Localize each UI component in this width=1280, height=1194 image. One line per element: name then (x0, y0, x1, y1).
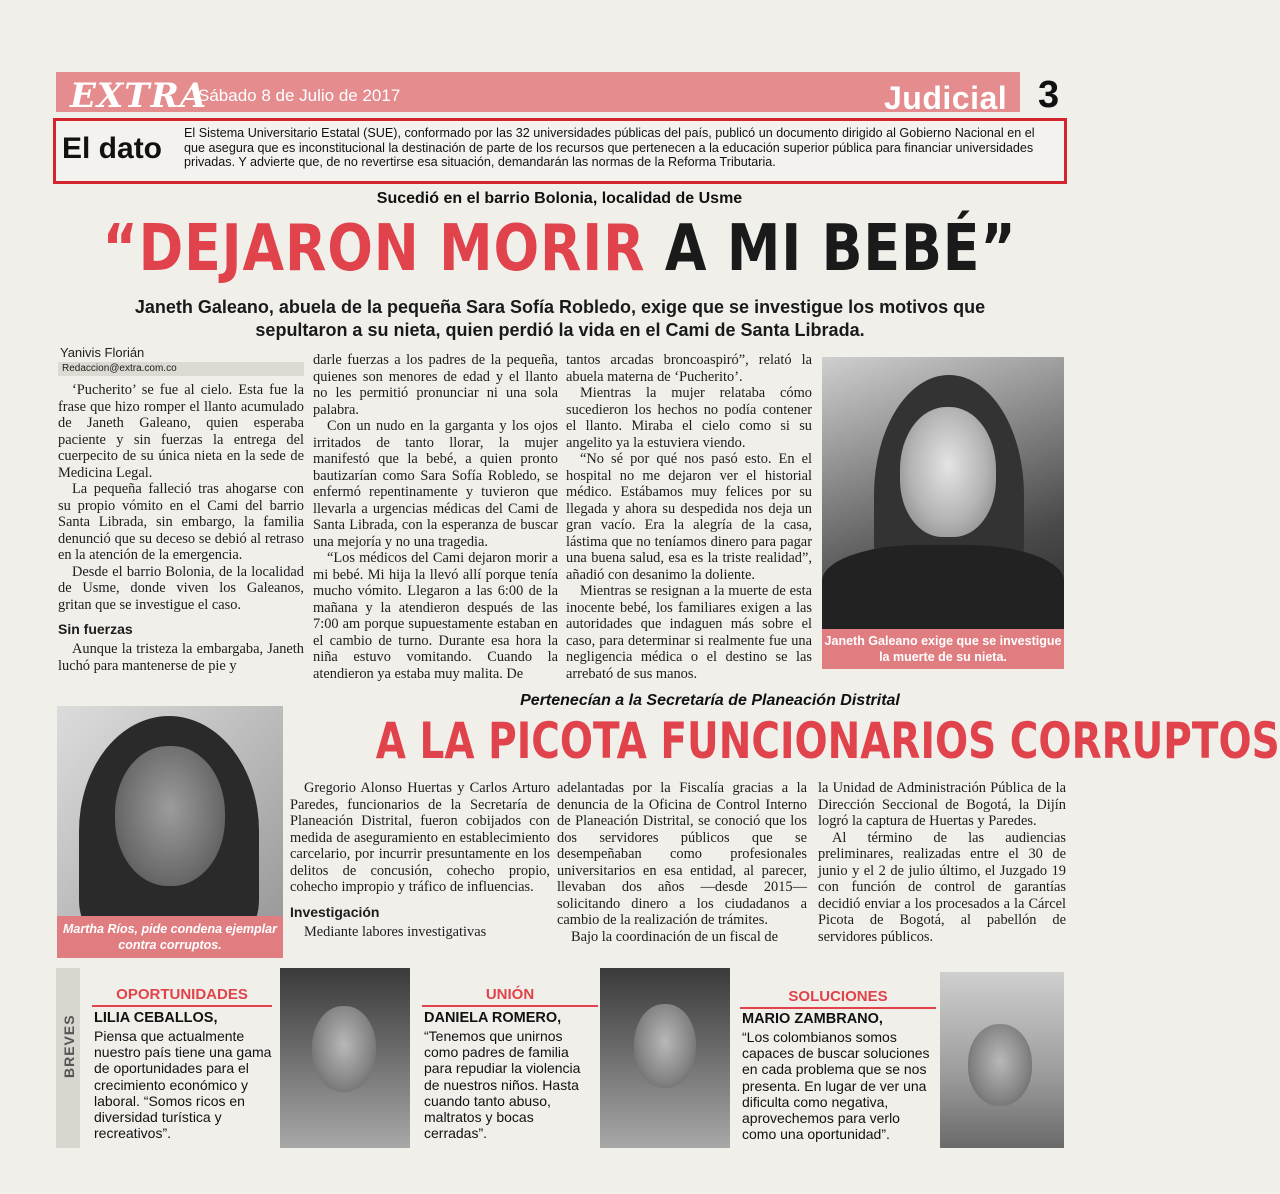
paragraph: Mediante labores investigativas (304, 923, 487, 940)
brief-name: DANIELA ROMERO, (424, 1010, 562, 1026)
photo-lilia-ceballos (280, 968, 410, 1148)
paragraph: darle fuerzas a los padres de la pequeña, quienes son menores de edad y el llanto no les permitió pronunciar ni una sola palabra. (313, 352, 558, 418)
story1-headline (90, 212, 1030, 286)
el-dato-text: El Sistema Universitario Estatal (SUE), conformado por las 32 universidades públicas del país, publicó un documento dirigido al Gobierno Nacional en el que asegura que es inconstitucional la destinación de parte de los recursos que pertenecen a la educación superior pública para financiar universidades privadas. Y advierte que, de no revertirse esa situación, demandarán las normas de la Reforma Tributaria. (184, 126, 1035, 169)
story1-column-3 (566, 352, 812, 682)
story2-subhead: Investigación (290, 903, 380, 920)
brief-rule (422, 1005, 598, 1007)
story1-column-2 (313, 352, 558, 682)
brief-rule (92, 1005, 272, 1007)
page-number: 3 (1038, 74, 1060, 116)
photo-daniela-romero (600, 968, 730, 1148)
photo-martha-rios (57, 706, 283, 916)
story1-subhead: Sin fuerzas (58, 621, 133, 637)
brief-text: “Los colombianos somos capaces de buscar soluciones en cada problema que se nos presenta. En lugar de ver una dificulta como negativa, aprovechemos para verlo como una oportunidad”. (742, 1029, 930, 1143)
story1-headline-red: “DEJARON MORIR (102, 212, 646, 286)
section-title: Judicial (884, 80, 1008, 116)
brief-heading: SOLUCIONES (788, 988, 888, 1005)
paragraph: adelantadas por la Fiscalía gracias a la denuncia de la Oficina de Control Interno de Planeación Distrital, se conoció que los dos servidores públicos que se desempeñaban como profesionales universitarios en esa entidad, al parecer, llevaban dos años —desde 2015— solicitando dinero a los ciudadanos a cambio de la realización de trámites. (557, 780, 807, 928)
photo-mario-zambrano (940, 972, 1064, 1148)
logo: EXTRA (70, 76, 208, 116)
story1-column-1 (58, 382, 304, 674)
story2-kicker: Pertenecían a la Secretaría de Planeación Distrital (520, 692, 900, 709)
photo-caption: Janeth Galeano exige que se investigue la muerte de su nieta. (822, 629, 1064, 669)
paragraph: Con un nudo en la garganta y los ojos irritados de tanto llorar, la mujer manifestó que la bebé, a quien pronto bautizarían como Sara Sofía Robledo, se enfermó repentinamente y tuvieron que llevarla a urgencias médicas del Cami de Santa Librada, con la esperanza de buscar una mejoría y no una tragedia. (313, 418, 558, 550)
paragraph: Al término de las audiencias preliminares, realizadas entre el 30 de junio y el 2 de julio último, el Juzgado 19 con función de control de garantías decidió enviar a los procesados a la Cárcel Picota de Bogotá, al pabellón de servidores públicos. (818, 829, 1066, 945)
issue-date: Sábado 8 de Julio de 2017 (198, 86, 401, 105)
story1-deck: Janeth Galeano, abuela de la pequeña Sara Sofía Robledo, exige que se investigue los motivos que sepultaron a su nieta, quien perdió la vida en el Cami de Santa Librada. (134, 297, 986, 340)
story2-column-2 (557, 780, 807, 945)
breves-label: BREVES (61, 1014, 77, 1078)
el-dato-label: El dato (62, 132, 163, 165)
byline-author: Yanivis Florián (60, 345, 145, 360)
paragraph: la Unidad de Administración Pública de la Dirección Seccional de Bogotá, la Dijín logró la captura de Huertas y Paredes. (818, 780, 1066, 829)
paragraph: Gregorio Alonso Huertas y Carlos Arturo Paredes, funcionarios de la Secretaría de Planeación Distrital, fueron cobijados con medida de aseguramiento en establecimiento carcelario, por incurrir presuntamente en los delitos de concusión, cohecho propio, cohecho impropio y tráfico de influencias. (290, 780, 550, 895)
byline-email[interactable]: Redaccion@extra.com.co (58, 362, 304, 376)
story2-column-1 (290, 780, 550, 940)
brief-name: LILIA CEBALLOS, (94, 1010, 218, 1026)
photo-janeth-galeano (822, 357, 1064, 629)
paragraph: “No sé por qué nos pasó esto. En el hospital no me dejaron ver el historial médico. Estábamos muy felices por su llegada y ahora su despedida nos deja un gran vacío. Era la alegría de la casa, lástima que no teníamos dinero para pagar una buena salud, esa es la triste realidad”, añadió con desanimo la doliente. (566, 451, 812, 583)
brief-text: Piensa que actualmente nuestro país tiene una gama de oportunidades para el crecimiento económico y laboral. “Somos ricos en diversidad turística y recreativos”. (94, 1028, 272, 1142)
story1-kicker: Sucedió en el barrio Bolonia, localidad de Usme (376, 190, 743, 207)
brief-rule (740, 1007, 936, 1009)
paragraph: Mientras la mujer relataba cómo sucedieron los hechos no podía contener el llanto. Miraba el cielo como si su angelito ya la estuviera viendo. (566, 385, 812, 451)
paragraph: tantos arcadas broncoaspiró”, relató la abuela materna de ‘Pucherito’. (566, 352, 812, 385)
paragraph: Mientras se resignan a la muerte de esta inocente bebé, los familiares exigen a las autoridades que indaguen más sobre el caso, para determinar si realmente fue una negligencia médica o el destino se las arrebató de sus manos. (566, 583, 812, 682)
brief-name: MARIO ZAMBRANO, (742, 1011, 883, 1027)
photo-caption: Martha Ríos, pide condena ejemplar contra corruptos. (57, 916, 283, 958)
brief-text: “Tenemos que unirnos como padres de familia para repudiar la violencia de nuestros niños. Hasta cuando tanto abuso, maltratos y bocas cerradas”. (424, 1028, 581, 1142)
paragraph: Desde el barrio Bolonia, de la localidad de Usme, donde viven los Galeanos, gritan que se investigue el caso. (58, 563, 304, 613)
brief-heading: UNIÓN (485, 986, 535, 1003)
paragraph: ‘Pucherito’ se fue al cielo. Esta fue la frase que hizo romper el llanto acumulado de Janeth Galeano, quien esperaba paciente y sin fuerzas la entrega del cuerpecito de su única nieta en la sede de Medicina Legal. (58, 382, 304, 481)
paragraph: “Los médicos del Cami dejaron morir a mi bebé. Mi hija la llevó allí porque tenía mucho vómito. Llegaron a las 6:00 de la mañana y la atendieron después de las 7:00 am porque supuestamente estaban en el cambio de turno. Durante esa hora la niña estuvo vomitando. Cuando la atendieron ya estaba muy malita. De (313, 550, 558, 682)
story2-column-3 (818, 780, 1066, 945)
brief-heading: OPORTUNIDADES (116, 986, 248, 1003)
story2-headline: A LA PICOTA FUNCIONARIOS CORRUPTOS (375, 712, 1280, 770)
paragraph: La pequeña falleció tras ahogarse con su propio vómito en el Cami del barrio Santa Librada, sin embargo, la familia denunció que su deceso se debió al retraso en la atención de la emergencia. (58, 481, 304, 563)
paragraph: Bajo la coordinación de un fiscal de (571, 928, 778, 945)
paragraph: Aunque la tristeza la embargaba, Janeth luchó para mantenerse de pie y (58, 641, 304, 674)
story1-headline-black: A MI BEBÉ” (645, 212, 1017, 286)
